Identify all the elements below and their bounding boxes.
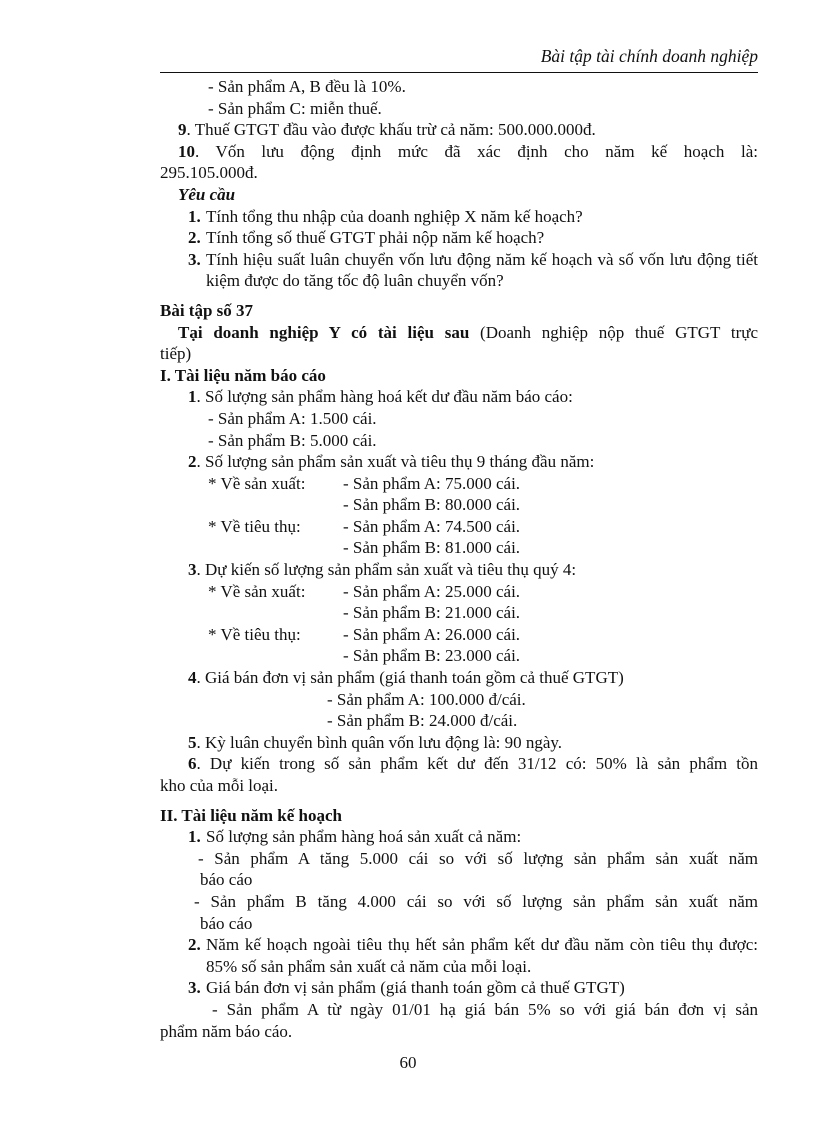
group-value: - Sản phẩm A: 26.000 cái. [343, 624, 521, 644]
list-item: - Sản phẩm A: 1.500 cái. [208, 408, 377, 428]
s1-item-2 [160, 451, 758, 473]
list-item-continuation: báo cáo [200, 870, 253, 890]
item-number: 1. [188, 827, 201, 847]
item-text: . Dự kiến số lượng sản phẩm sản xuất và tiêu thụ quý 4: [196, 560, 577, 580]
page-number: 60 [399, 1053, 417, 1072]
s1-item-1 [160, 386, 758, 408]
group-label: * Về sản xuất: [208, 581, 306, 601]
text-line: - Sản phẩm C: miễn thuế. [208, 98, 382, 118]
item-number: 6 [188, 754, 197, 774]
list-item: - Sản phẩm A tăng 5.000 cái so với số lượng sản phẩm sản xuất năm [198, 848, 758, 868]
list-item [160, 581, 758, 603]
list-item-continuation: phẩm năm báo cáo. [160, 1021, 293, 1041]
item-text: . Thuế GTGT đầu vào được khấu trừ cả năm: 500.000.000đ. [186, 120, 596, 140]
running-header: Bài tập tài chính doanh nghiệp [540, 46, 758, 66]
item-number: 10 [178, 141, 195, 161]
section-2-title: II. Tài liệu năm kế hoạch [160, 805, 343, 825]
s1-item-4 [160, 667, 758, 689]
intro-bold: Tại doanh nghiệp Y có tài liệu sau [178, 322, 470, 342]
item-number: 9 [178, 120, 187, 140]
exercise-intro-continuation: tiếp) [160, 344, 192, 364]
item-10-continuation: 295.105.000đ. [160, 163, 258, 183]
item-text: Tính tổng số thuế GTGT phải nộp năm kế hoạch? [206, 228, 545, 248]
item-text: Tính hiệu suất luân chuyển vốn lưu động năm kế hoạch và số vốn lưu động tiết kiệm được do tăng tốc độ luân chuyển vốn? [206, 249, 758, 291]
group-label: * Về tiêu thụ: [208, 624, 301, 644]
list-item: - Sản phẩm A: 100.000 đ/cái. [327, 689, 526, 709]
requirement-item [160, 227, 758, 249]
s2-item-1 [160, 826, 758, 848]
item-text: Giá bán đơn vị sản phẩm (giá thanh toán gồm cả thuế GTGT) [206, 978, 625, 998]
group-value: - Sản phẩm A: 75.000 cái. [343, 473, 521, 493]
list-item: - Sản phẩm B: 21.000 cái. [343, 603, 521, 623]
requirements-title: Yêu cầu [178, 184, 236, 204]
item-text: . Số lượng sản phẩm hàng hoá kết dư đầu năm báo cáo: [196, 387, 573, 407]
list-item: - Sản phẩm B: 5.000 cái. [208, 430, 377, 450]
item-text: Số lượng sản phẩm hàng hoá sản xuất cả năm: [206, 827, 522, 847]
item-number: 3. [188, 978, 201, 998]
s1-item-6-continuation: kho của mỗi loại. [160, 776, 279, 795]
item-number: 2. [188, 228, 201, 248]
item-number: 3. [188, 249, 201, 269]
page-body [160, 76, 758, 1042]
item-text: . Kỳ luân chuyển bình quân vốn lưu động là: 90 ngày. [196, 732, 563, 752]
s2-item-2 [160, 934, 758, 977]
list-item: - Sản phẩm B: 80.000 cái. [343, 495, 521, 515]
exercise-title: Bài tập số 37 [160, 300, 254, 320]
header-rule [160, 72, 758, 73]
item-number: 1 [188, 387, 197, 407]
item-text: Năm kế hoạch ngoài tiêu thụ hết sản phẩm kết dư đầu năm còn tiêu thụ được: 85% số sản phẩm sản xuất cả năm của mỗi loại. [206, 935, 758, 976]
list-item [160, 473, 758, 495]
item-text: . Dự kiến trong số sản phẩm kết dư đến 31/12 có: 50% là sản phẩm tồn [196, 754, 758, 774]
item-number: 1. [188, 206, 201, 226]
item-text: . Số lượng sản phẩm sản xuất và tiêu thụ 9 tháng đầu năm: [196, 452, 595, 472]
requirement-item [160, 206, 758, 228]
group-label: * Về tiêu thụ: [208, 516, 301, 536]
list-item: - Sản phẩm B: 24.000 đ/cái. [327, 711, 518, 731]
requirement-item [160, 249, 758, 292]
s1-item-5 [160, 732, 758, 754]
item-9 [160, 119, 758, 141]
item-number: 2 [188, 452, 197, 472]
s1-item-6 [160, 753, 758, 775]
item-text: . Vốn lưu động định mức đã xác định cho năm kế hoạch là: [195, 141, 758, 161]
item-text: . Giá bán đơn vị sản phẩm (giá thanh toán gồm cả thuế GTGT) [196, 668, 624, 688]
list-item [160, 516, 758, 538]
item-number: 3 [188, 560, 197, 580]
group-label: * Về sản xuất: [208, 473, 306, 493]
list-item: - Sản phẩm B tăng 4.000 cái so với số lượng sản phẩm sản xuất năm [194, 891, 758, 911]
s1-item-3 [160, 559, 758, 581]
group-value: - Sản phẩm A: 25.000 cái. [343, 581, 521, 601]
exercise-intro [160, 322, 758, 344]
item-text: Tính tổng thu nhập của doanh nghiệp X năm kế hoạch? [206, 206, 583, 226]
item-number: 4 [188, 668, 197, 688]
section-1-title: I. Tài liệu năm báo cáo [160, 365, 326, 385]
list-item [160, 624, 758, 646]
item-number: 5 [188, 732, 197, 752]
list-item-continuation: báo cáo [200, 913, 253, 933]
group-value: - Sản phẩm A: 74.500 cái. [343, 516, 521, 536]
text-line: - Sản phẩm A, B đều là 10%. [208, 77, 406, 96]
item-10 [160, 141, 758, 163]
list-item: - Sản phẩm A từ ngày 01/01 hạ giá bán 5% so với giá bán đơn vị sản [212, 999, 758, 1019]
list-item: - Sản phẩm B: 23.000 cái. [343, 646, 521, 666]
list-item: - Sản phẩm B: 81.000 cái. [343, 538, 521, 558]
intro-rest: (Doanh nghiệp nộp thuế GTGT trực [469, 322, 758, 342]
s2-item-3 [160, 977, 758, 999]
item-number: 2. [188, 935, 201, 955]
